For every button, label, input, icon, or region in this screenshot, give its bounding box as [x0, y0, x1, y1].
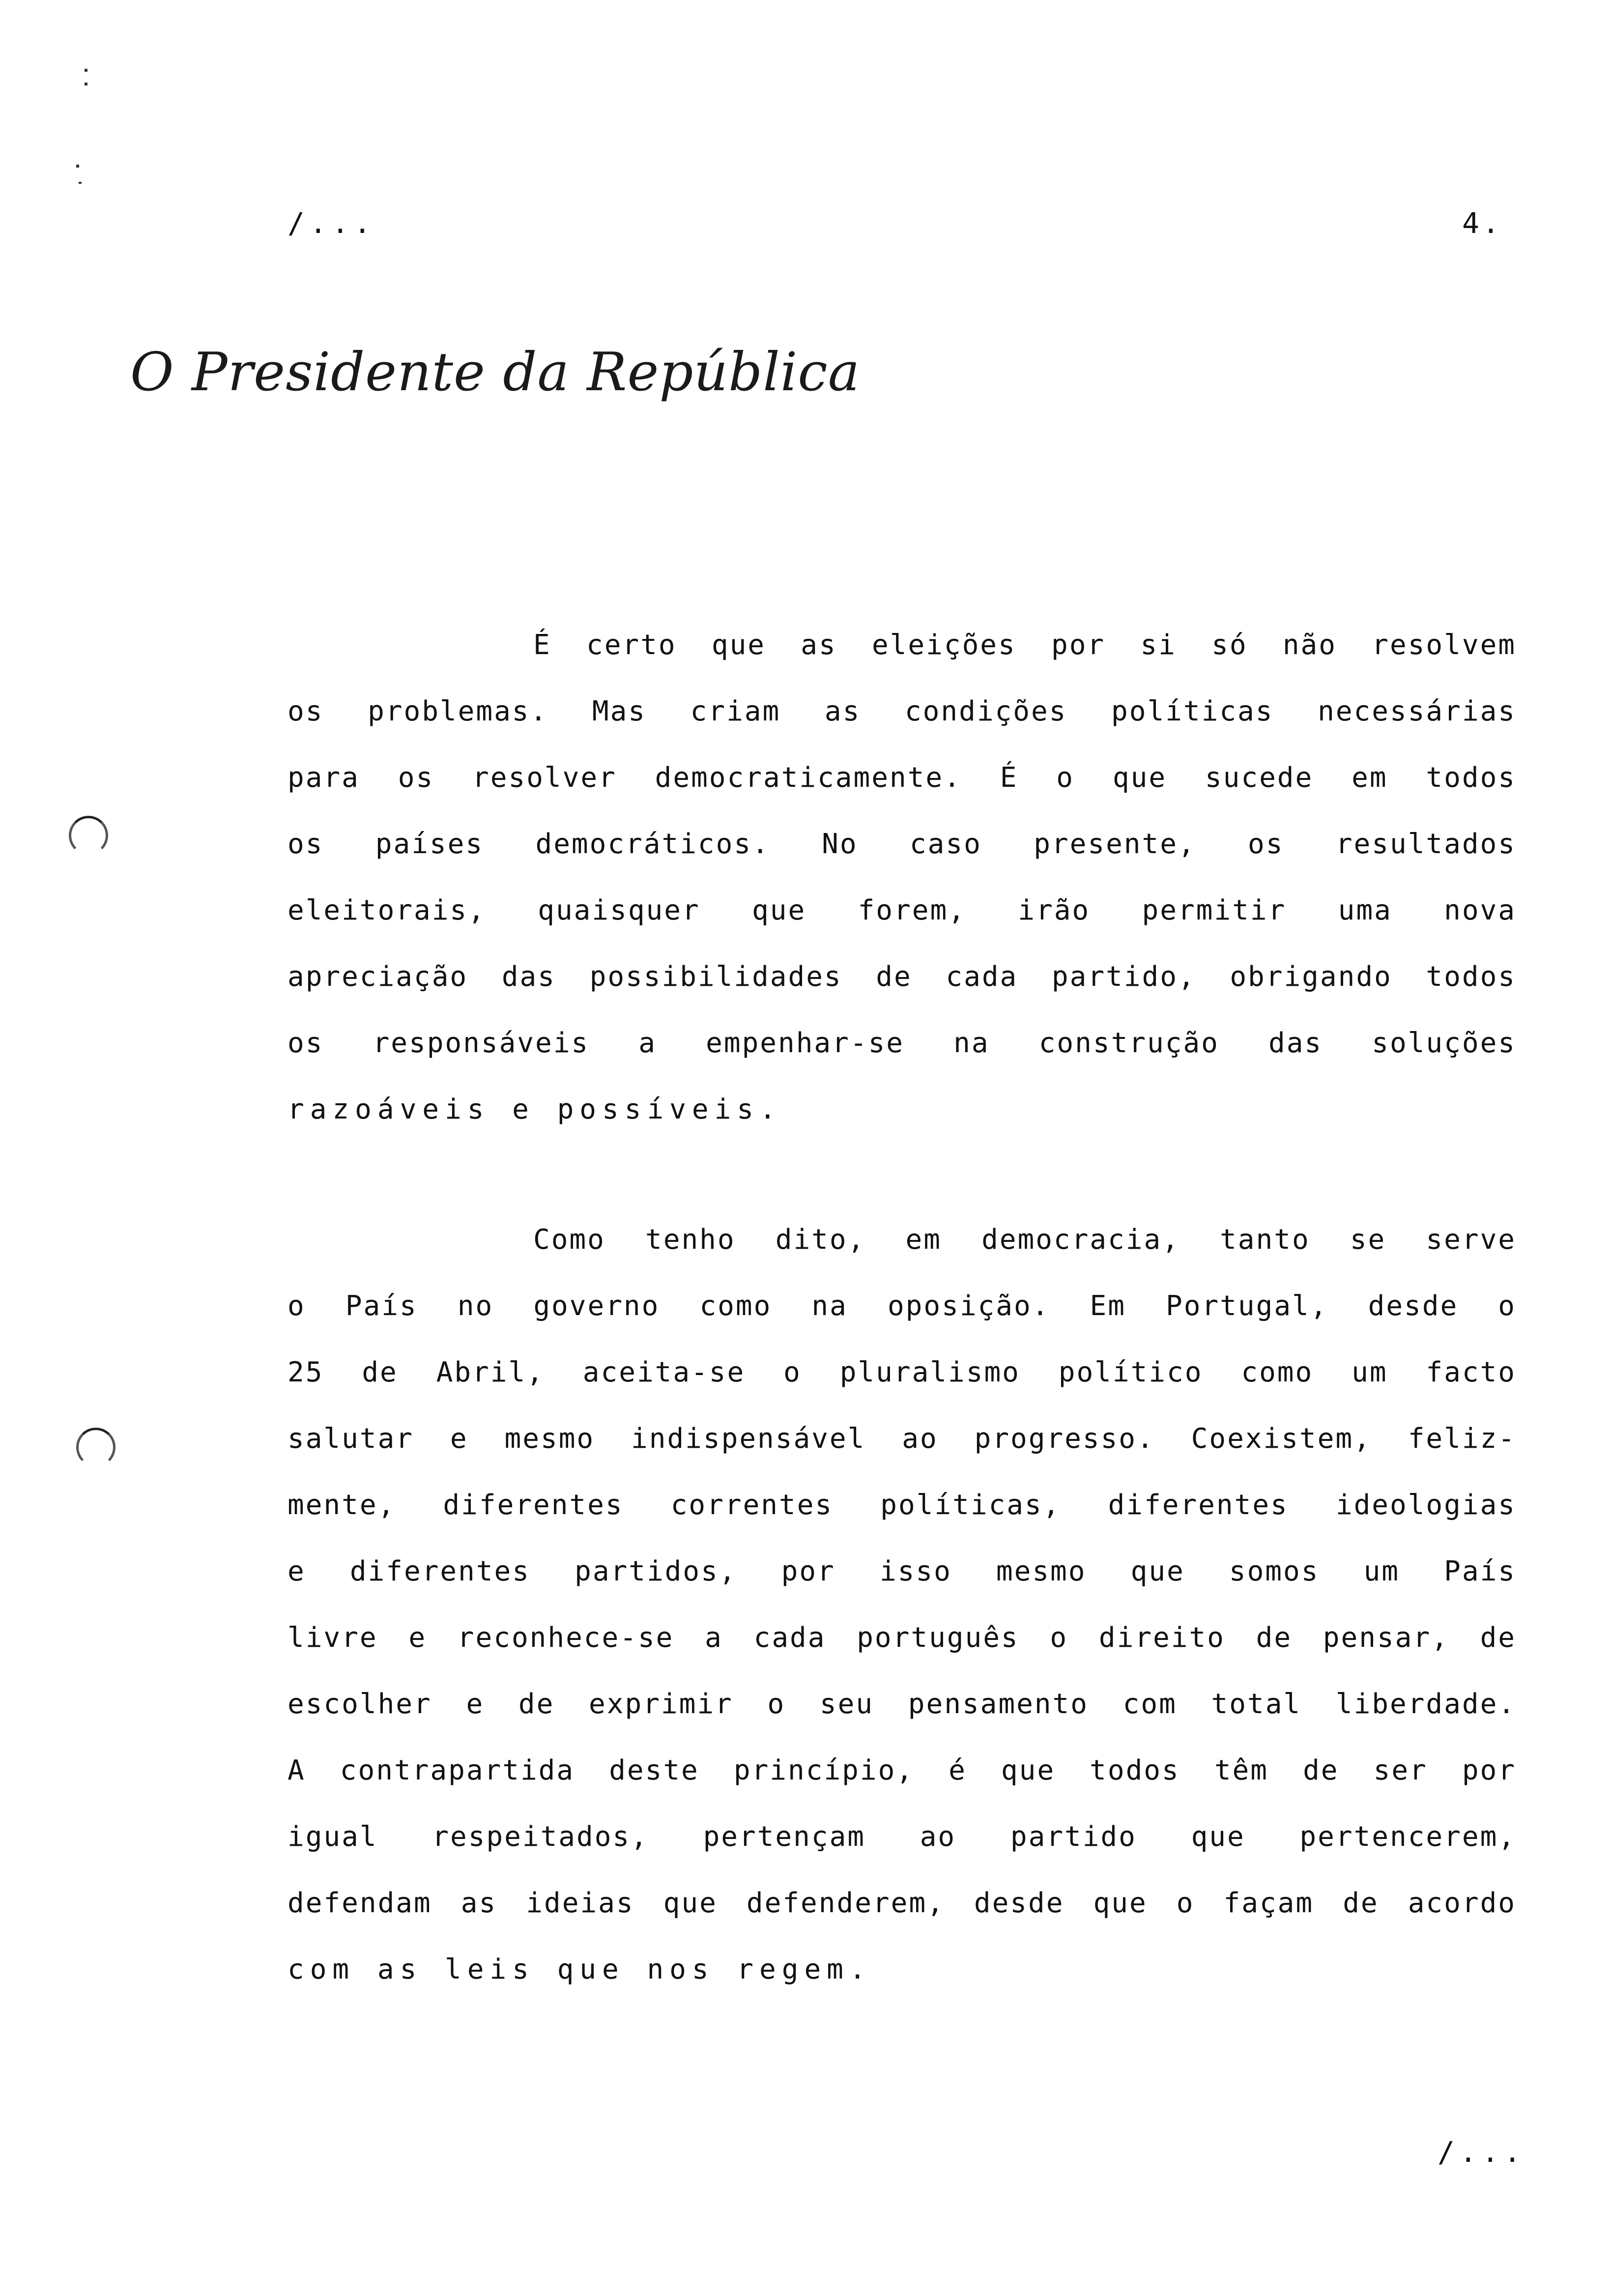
text-line: eleitorais, quaisquer que forem, irão permitir uma nova	[288, 894, 1516, 926]
scan-speck	[76, 165, 79, 168]
text-line: com as leis que nos regem.	[288, 1953, 872, 1985]
text-line: apreciação das possibilidades de cada partido, obrigando todos	[288, 961, 1516, 993]
punch-hole-mark	[76, 1428, 115, 1467]
text-line: livre e reconhece-se a cada português o direito de pensar, de	[288, 1622, 1516, 1654]
scan-speck	[85, 69, 87, 72]
body-paragraph	[288, 612, 1516, 1143]
text-line: Como tenho dito, em democracia, tanto se serve	[533, 1224, 1516, 1256]
text-line: igual respeitados, pertençam ao partido que pertencerem,	[288, 1821, 1516, 1853]
text-line: salutar e mesmo indispensável ao progresso. Coexistem, feliz-	[288, 1423, 1516, 1455]
text-line: os responsáveis a empenhar-se na construção das soluções	[288, 1027, 1516, 1059]
text-line: 25 de Abril, aceita-se o pluralismo político como um facto	[288, 1356, 1516, 1388]
page-number: 4.	[1462, 206, 1502, 240]
letterhead-title: O Presidente da República	[130, 342, 861, 403]
scan-speck	[79, 182, 82, 184]
text-line: para os resolver democraticamente. É o que sucede em todos	[288, 762, 1516, 794]
scan-speck	[85, 83, 87, 86]
continuation-marker-top: /...	[288, 206, 376, 240]
text-line: mente, diferentes correntes políticas, diferentes ideologias	[288, 1489, 1516, 1521]
text-line: os problemas. Mas criam as condições políticas necessárias	[288, 695, 1516, 727]
text-line: É certo que as eleições por si só não resolvem	[533, 629, 1516, 661]
punch-hole-mark	[69, 816, 108, 855]
text-line: e diferentes partidos, por isso mesmo que somos um País	[288, 1555, 1516, 1587]
body-paragraph	[288, 1206, 1516, 2003]
continuation-marker-bottom: /...	[1438, 2135, 1526, 2169]
text-line: os países democráticos. No caso presente, os resultados	[288, 828, 1516, 860]
text-line: defendam as ideias que defenderem, desde que o façam de acordo	[288, 1887, 1516, 1919]
text-line: escolher e de exprimir o seu pensamento com total liberdade.	[288, 1688, 1516, 1720]
text-line: o País no governo como na oposição. Em Portugal, desde o	[288, 1290, 1516, 1322]
text-line: A contrapartida deste princípio, é que todos têm de ser por	[288, 1754, 1516, 1786]
text-line: razoáveis e possíveis.	[288, 1093, 782, 1125]
